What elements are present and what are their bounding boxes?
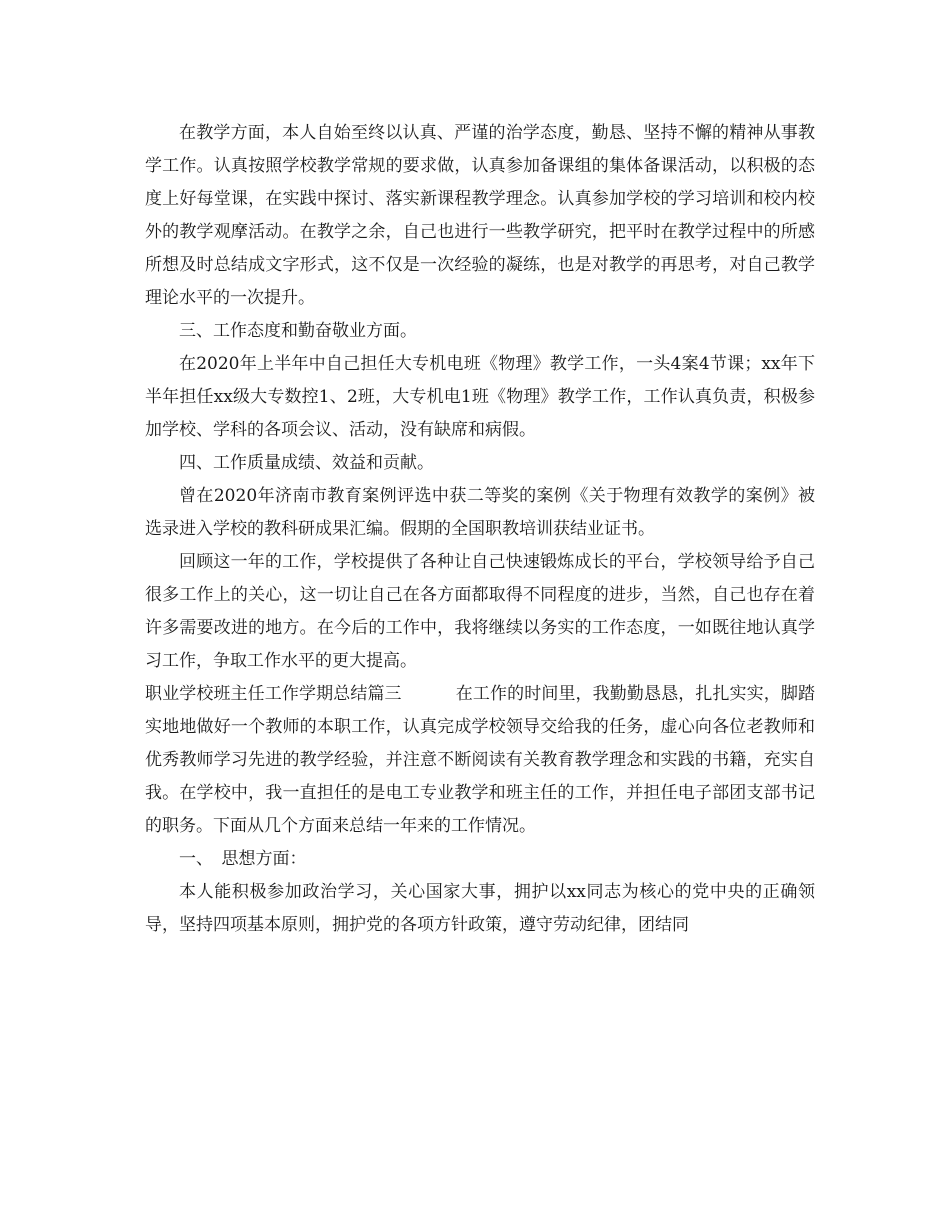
heading-work-quality: 四、工作质量成绩、效益和贡献。 xyxy=(179,453,434,473)
heading-work-attitude: 三、工作态度和勤奋敬业方面。 xyxy=(179,321,417,341)
paragraph-teaching: 在教学方面，本人自始至终以认真、严谨的治学态度，勤恳、坚持不懈的精神从事教学工作。认真按照学校教学常规的要求做，认真参加备课组的集体备课活动，以积极的态度上好每堂课，在实践中探讨、落实新课程教学理念。认真参加学校的学习培训和校内校外的教学观摩活动。在教学之余，自己也进行一些教学研究，把平时在教学过程中的所感所想及时总结成文字形式，这不仅是一次经验的凝练，也是对教学的再思考，对自己教学理论水平的一次提升。 xyxy=(145,123,815,308)
paragraph-work-attitude: 在2020年上半年中自己担任大专机电班《物理》教学工作，一头4案4节课；xx年下半年担任xx级大专数控1、2班，大专机电1班《物理》教学工作，工作认真负责，积极参加学校、学科的各项会议、活动，没有缺席和病假。 xyxy=(145,354,815,440)
paragraph-work-quality: 曾在2020年济南市教育案例评选中获二等奖的案例《关于物理有效教学的案例》被选录进入学校的教科研成果汇编。假期的全国职教培训获结业证书。 xyxy=(145,486,815,539)
paragraph-thought: 本人能积极参加政治学习，关心国家大事，拥护以xx同志为核心的党中央的正确领导，坚持四项基本原则，拥护党的各项方针政策，遵守劳动纪律，团结同 xyxy=(145,882,815,935)
paragraph-review: 回顾这一年的工作，学校提供了各种让自己快速锻炼成长的平台，学校领导给予自己很多工作上的关心，这一切让自己在各方面都取得不同程度的进步，当然，自己也存在着许多需要改进的地方。在今后的工作中，我将继续以务实的工作态度，一如既往地认真学习工作，争取工作水平的更大提高。 xyxy=(145,552,815,671)
section-lead: 在工作的时间里，我勤勤恳恳，扎扎实实，脚踏实地地做好一个教师的本职工作，认真完成学校领导交给我的任务，虚心向各位老教师和优秀教师学习先进的教学经验，并注意不断阅读有关教育教学理念和实践的书籍，充实自我。在学校中，我一直担任的是电工专业教学和班主任的工作，并担任电子部团支部书记的职务。下面从几个方面来总结一年来的工作情况。 xyxy=(145,684,816,836)
paragraph-section-three xyxy=(145,678,815,843)
document-body xyxy=(145,117,815,942)
section-heading: 职业学校班主任工作学期总结篇三 xyxy=(145,684,402,704)
heading-thought: 一、 思想方面： xyxy=(179,849,307,869)
